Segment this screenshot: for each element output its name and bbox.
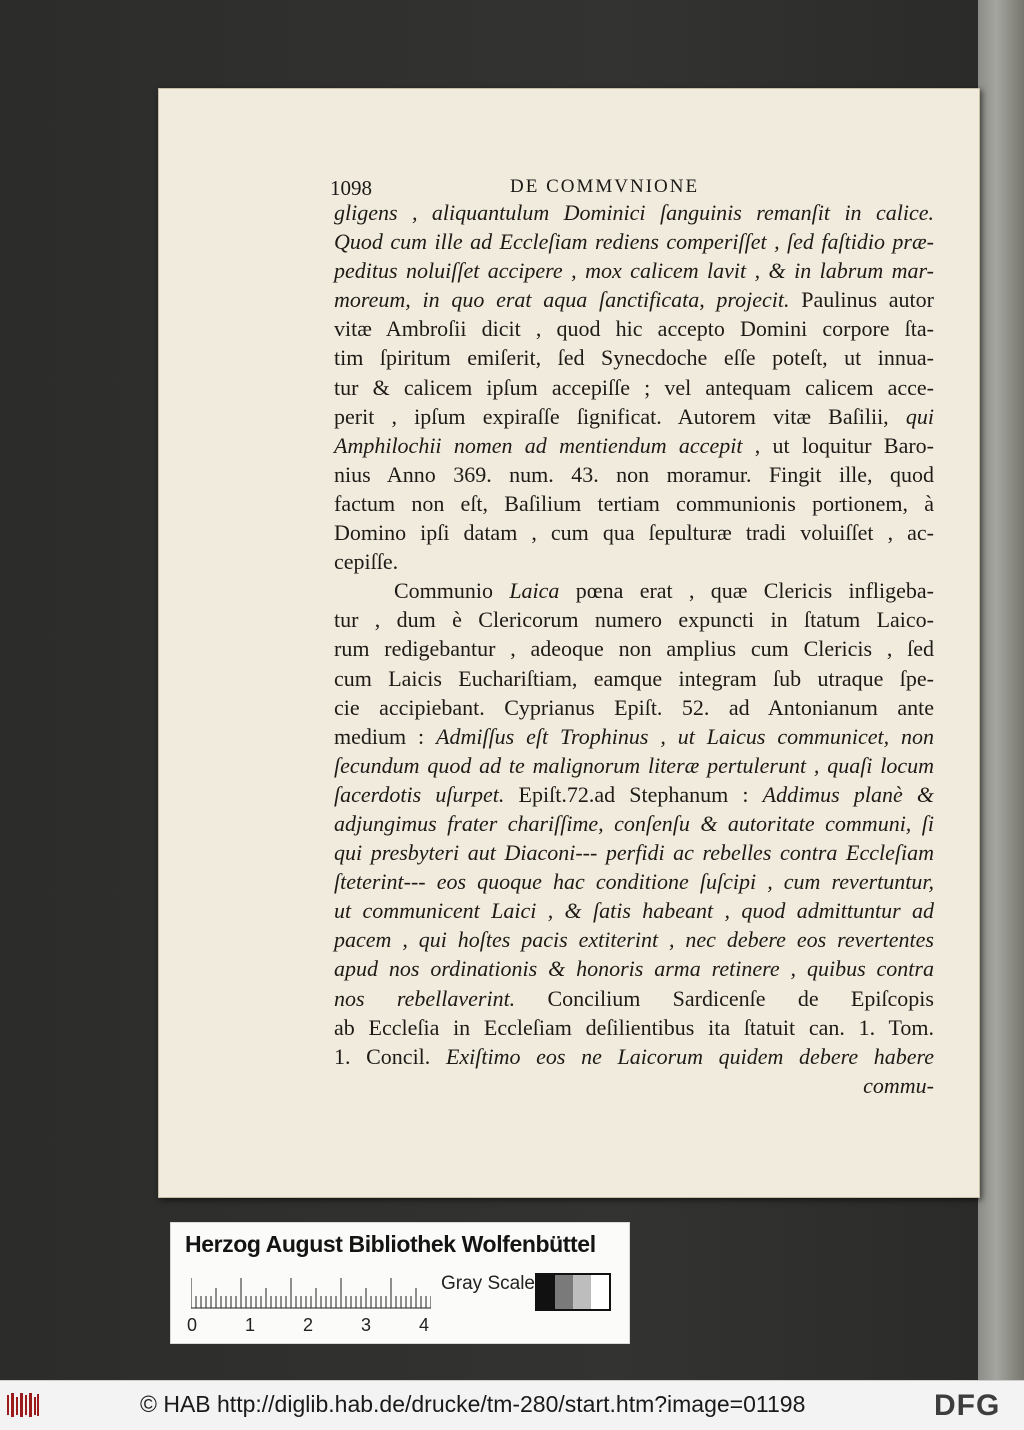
italic-text: pacem , qui hoſtes pacis extiterint , nec debere eos revertentes [334, 927, 934, 953]
roman-text: tur , dum è Clericorum numero expuncti in ſtatum Laico- [334, 607, 934, 633]
italic-text: ſecundum quod ad te malignorum literæ pertulerunt , quaſi locum [334, 752, 934, 778]
copyright-url[interactable]: © HAB http://diglib.hab.de/drucke/tm-280/start.htm?image=01198 [140, 1391, 806, 1417]
text-line [334, 431, 934, 460]
roman-text: Communio [394, 578, 510, 604]
text-line [334, 664, 934, 693]
italic-text: qui presbyteri aut Diaconi--- perfidi ac rebelles contra Eccleſiam [334, 840, 934, 866]
text-block [334, 198, 934, 1100]
roman-text: tim ſpiritum emiſerit, ſed Synecdoche eſſe poteſt, ut innua- [334, 345, 934, 371]
text-line [334, 547, 934, 576]
text-line [334, 489, 934, 518]
italic-text: Laica [509, 578, 560, 604]
text-line [334, 343, 934, 372]
roman-text: Domino ipſi datam , cum qua ſepulturæ tradi voluiſſet , ac- [334, 520, 934, 546]
text-line [334, 867, 934, 896]
roman-text: cum Laicis Euchariſtiam, eamque integram ſub utraque ſpe- [334, 665, 934, 691]
italic-text: Exiſtimo eos ne Laicorum quidem debere habere [445, 1043, 934, 1069]
text-line [334, 314, 934, 343]
hab-barcode-icon [6, 1391, 40, 1419]
text-line [334, 1013, 934, 1042]
italic-text: Addimus planè & [762, 781, 934, 807]
gray-swatch [555, 1275, 573, 1309]
text-line [334, 256, 934, 285]
roman-text: Paulinus autor [789, 287, 934, 313]
text-line [334, 780, 934, 809]
roman-text: Concilium Sardicenſe de Epiſcopis [515, 985, 934, 1011]
roman-text: medium : [334, 723, 437, 749]
roman-text: ab Eccleſia in Eccleſiam deſilientibus ita ſtatuit can. 1. Tom. [334, 1014, 934, 1040]
text-line [334, 838, 934, 867]
ruler-number: 0 [187, 1315, 198, 1335]
roman-text: rum redigebantur , adeoque non amplius cum Clericis , ſed [334, 636, 934, 662]
text-line [334, 227, 934, 256]
ruler-number: 2 [303, 1315, 314, 1335]
text-line [334, 1042, 934, 1071]
roman-text: cie accipiebant. Cyprianus Epiſt. 52. ad Antonianum ante [334, 694, 934, 720]
roman-text: factum non eſt, Baſilium tertiam communionis portionem, à [334, 490, 934, 516]
italic-text: Admiſſus eſt Trophinus , ut Laicus communicet, non [436, 723, 935, 749]
italic-text: gligens , aliquantulum Dominici ſanguinis remanſit in calice. [334, 200, 934, 225]
roman-text: Epiſt.72.ad Stephanum : [504, 781, 763, 807]
text-line [334, 693, 934, 722]
italic-text: Quod cum ille ad Eccleſiam rediens comperiſſet , ſed faſtidio præ- [334, 229, 934, 255]
page-edge-board [978, 0, 1024, 1380]
footer-bar [0, 1380, 1024, 1430]
gray-swatch [537, 1275, 555, 1309]
gray-scale-label: Gray Scale [441, 1273, 535, 1294]
text-line [334, 518, 934, 547]
library-name: Herzog August Bibliothek Wolfenbüttel [185, 1231, 596, 1257]
gray-swatch [591, 1275, 609, 1309]
roman-text: perit , ipſum expiraſſe ſignificat. Autorem vitæ Baſilii, [334, 403, 906, 429]
ruler-number: 3 [361, 1315, 372, 1335]
italic-text: commu- [863, 1072, 934, 1098]
italic-text: ut communicent Laici , & ſatis habeant , quod admittuntur ad [334, 898, 934, 924]
text-line [334, 751, 934, 780]
ruler-number: 4 [419, 1315, 430, 1335]
roman-text: cepiſſe. [334, 549, 399, 575]
roman-text: , ut loquitur Baro- [742, 432, 934, 458]
text-line [334, 634, 934, 663]
roman-text: tur & calicem ipſum accepiſſe ; vel antequam calicem acce- [334, 374, 934, 400]
italic-text: ſteterint--- eos quoque hac conditione ſuſcipi , cum revertuntur, [334, 869, 934, 895]
page-number: 1098 [330, 176, 372, 200]
italic-text: moreum, in quo erat aqua ſanctificata, projecit. [334, 287, 790, 313]
ruler-number: 1 [245, 1315, 256, 1335]
text-line [334, 285, 934, 314]
dfg-logo: DFG [934, 1389, 1001, 1422]
running-head: DE COMMVNIONE [510, 176, 700, 197]
text-line [334, 460, 934, 489]
text-line [334, 896, 934, 925]
text-line [334, 576, 934, 605]
catalog-label [170, 1222, 630, 1344]
roman-text: vitæ Ambroſii dicit , quod hic accepto Domini corpore ſta- [334, 316, 934, 342]
italic-text: adjungimus frater chariſſime, conſenſu & autoritate communi, ſi [334, 810, 934, 836]
text-line [334, 605, 934, 634]
roman-text: pœna erat , quæ Clericis infligeba- [559, 578, 934, 604]
text-line [334, 198, 934, 227]
italic-text: apud nos ordinationis & honoris arma retinere , quibus contra [334, 956, 934, 982]
text-line [334, 722, 934, 751]
text-line [334, 1071, 934, 1100]
roman-text: nius Anno 369. num. 43. non moramur. Fingit ille, quod [334, 461, 934, 487]
text-line [334, 954, 934, 983]
italic-text: Amphilochii nomen ad mentiendum accepit [334, 432, 743, 458]
ruler-scale [191, 1273, 431, 1309]
text-line [334, 984, 934, 1013]
text-line [334, 402, 934, 431]
text-line [334, 809, 934, 838]
gray-swatch [573, 1275, 591, 1309]
text-line [334, 925, 934, 954]
italic-text: qui [905, 403, 934, 429]
italic-text: ſacerdotis uſurpet. [334, 781, 505, 807]
italic-text: peditus noluiſſet accipere , mox calicem lavit , & in labrum mar- [334, 258, 934, 284]
roman-text: 1. Concil. [334, 1043, 446, 1069]
text-line [334, 373, 934, 402]
gray-scale-swatches [535, 1273, 611, 1311]
italic-text: nos rebellaverint. [334, 985, 516, 1011]
